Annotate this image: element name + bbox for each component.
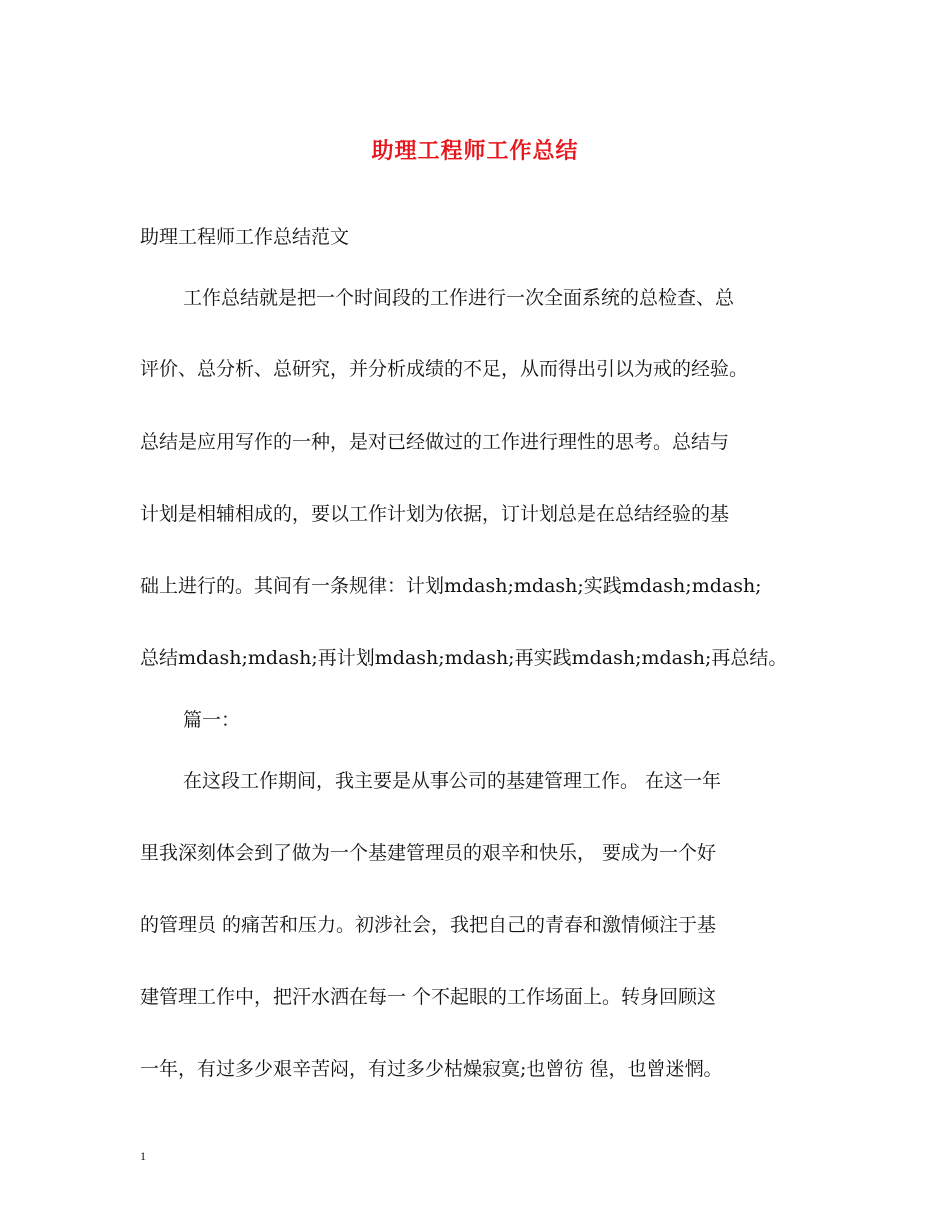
paragraph-line: 里我深刻体会到了做为一个基建管理员的艰辛和快乐， 要成为一个好 <box>140 842 717 864</box>
section-heading: 篇一： <box>183 709 241 731</box>
paragraph-line: 一年，有过多少艰辛苦闷，有过多少枯燥寂寞;也曾彷 徨，也曾迷惘。 <box>140 1058 723 1080</box>
page-number: 1 <box>140 1149 146 1163</box>
document-title: 助理工程师工作总结 <box>371 138 579 164</box>
paragraph-line: 计划是相辅相成的，要以工作计划为依据，订计划总是在总结经验的基 <box>140 503 730 525</box>
paragraph-line: 总结mdash;mdash;再计划mdash;mdash;再实践mdash;mdash;再总结。 <box>140 647 788 669</box>
document-subtitle: 助理工程师工作总结范文 <box>140 226 350 248</box>
paragraph-line: 础上进行的。其间有一条规律：计划mdash;mdash;实践mdash;mdash; <box>140 575 762 597</box>
paragraph-line: 在这段工作期间，我主要是从事公司的基建管理工作。 在这一年 <box>183 770 722 792</box>
paragraph-line: 的管理员 的痛苦和压力。初涉社会，我把自己的青春和激情倾注于基 <box>140 914 717 936</box>
paragraph-line: 总结是应用写作的一种，是对已经做过的工作进行理性的思考。总结与 <box>140 431 730 453</box>
paragraph-line: 工作总结就是把一个时间段的工作进行一次全面系统的总检查、总 <box>183 287 735 309</box>
paragraph-line: 建管理工作中，把汗水洒在每一 个不起眼的工作场面上。转身回顾这 <box>140 986 717 1008</box>
paragraph-line: 评价、总分析、总研究，并分析成绩的不足，从而得出引以为戒的经验。 <box>140 358 749 380</box>
